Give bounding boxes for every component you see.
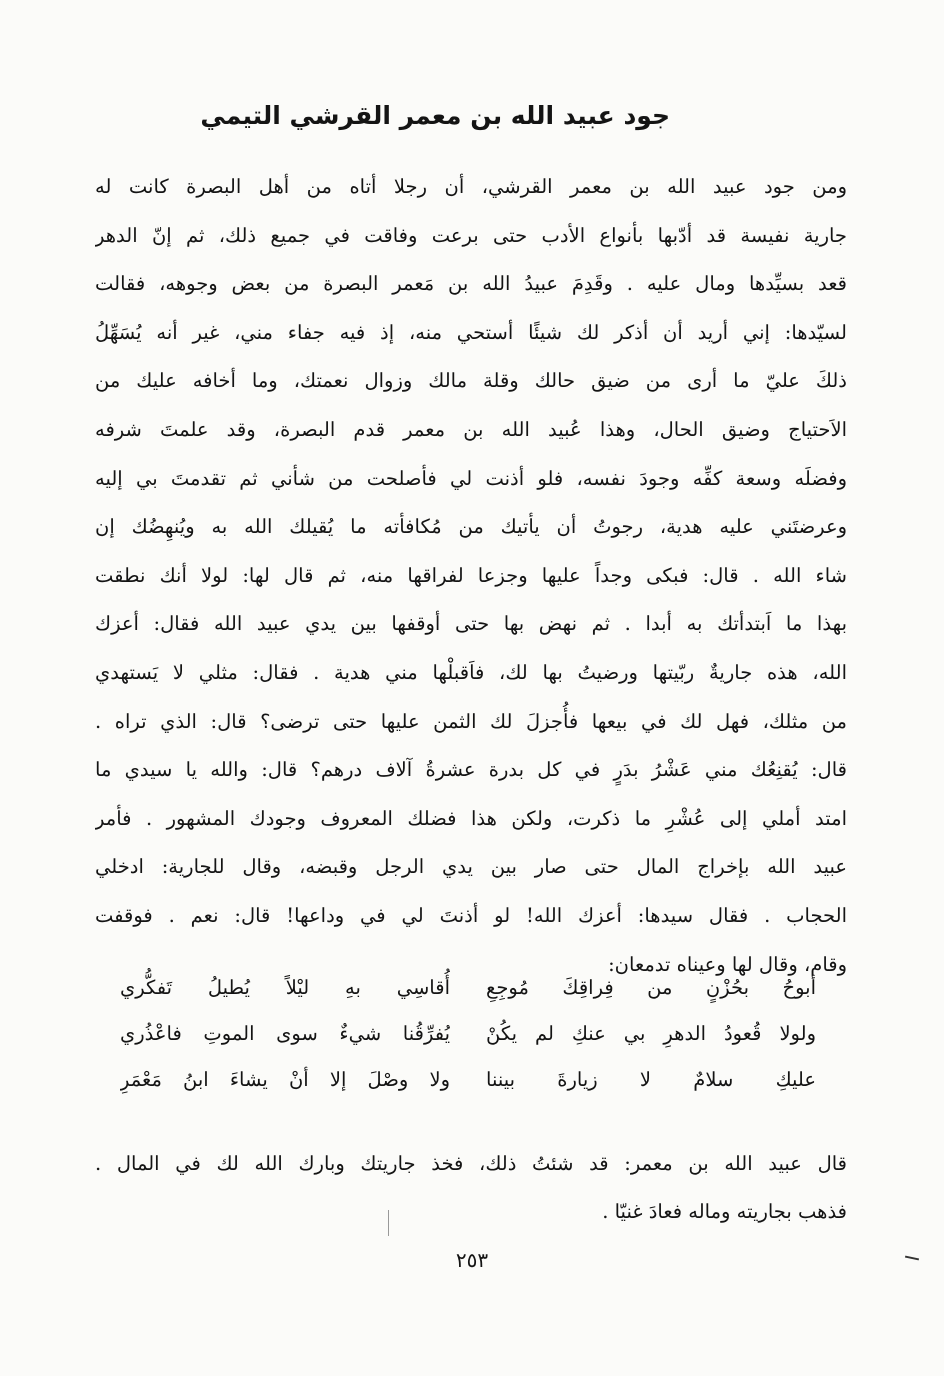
paragraph-line: ومن جود عبيد الله بن معمر القرشي، أن رجلا أتاه من أهل البصرة كانت له <box>95 175 847 198</box>
paragraph-line: قعد بسيِّدها ومال عليه . وقَدِمَ عبيدُ الله بن مَعمر البصرة من بعض وجوهه، فقالت <box>95 272 847 296</box>
paragraph-line: ذلكَ عليّ ما أرى من ضيق حالك وقلة مالك وزوال نعمتك، وما أخافه عليك من <box>95 369 847 393</box>
poem-first-hemistich: عليكِ سلامٌ لا زيارةَ بيننا <box>486 1068 816 1091</box>
paragraph-line: قال: يُقنِعُك مني عَشْرُ بدَرٍ في كل بدرة عشرةُ آلاف درهم؟ قال: والله يا سيدي ما <box>95 758 847 782</box>
closing-line: فذهب بجاريته وماله فعادَ غنيّا . <box>602 1200 847 1223</box>
closing-paragraph <box>95 1140 847 1236</box>
paragraph-line: وفضلَه وسعة كفِّه وجودَ نفسه، فلو أذنت لي فأصلحت من شأني ثم تقدمتَ بي إليه <box>95 466 847 490</box>
poem <box>120 965 816 1103</box>
paragraph-line: لسيّدها: إني أريد أن أذكر لك شيئًا أستحي منه، إذ فيه جفاء مني، غير أنه يُسَهِّلُ <box>95 320 847 344</box>
paragraph-line: وعرضتَني عليه هدية، رجوتُ أن يأتيك من مُكافأته ما يُقيلك الله به ويُنهِضُك إن <box>95 515 847 539</box>
paragraph-line: عبيد الله بإخراج المال حتى صار بين يدي الرجل وقبضه، وقال للجارية: ادخلي <box>95 855 847 879</box>
paragraph-line: الله، هذه جاريةٌ ربّيتها ورضيتُ بها لك، فاَقبلْها مني هدية . فقال: مثلي لا يَستهدي <box>95 660 847 684</box>
poem-first-hemistich: ولولا قُعودُ الدهرِ بي عنكِ لم يكُنْ <box>486 1022 816 1045</box>
main-paragraph <box>95 163 847 989</box>
poem-second-hemistich: أُقاسِي بهِ ليْلاً يُطيلُ تَفكُّري <box>120 976 450 999</box>
scan-mark <box>905 1256 919 1261</box>
poem-verse <box>120 1057 816 1103</box>
closing-line: قال عبيد الله بن معمر: قد شئتُ ذلك، فخذ جاريتك وبارك الله لك في المال . <box>95 1152 847 1175</box>
paragraph-line: وقام، وقال لها وعيناه تدمعان: <box>608 952 847 976</box>
paragraph-line: من مثلك، فهل لك في بيعها فأُجزلَ لك الثمن عليها حتى ترضى؟ قال: الذي تراه . <box>95 709 847 733</box>
paragraph-line: جارية نفيسة قد أدّبها بأنواع الأدب حتى برعت وفاقت في جميع ذلك، ثم إنّ الدهر <box>95 223 847 247</box>
page-title: جود عبيد الله بن معمر القرشي التيمي <box>200 101 670 130</box>
poem-second-hemistich: يُفرِّقُنا شيءٌ سوى الموتِ فاعْذُري <box>120 1022 450 1045</box>
paragraph-line: شاء الله . قال: فبكى وجداً عليها وجزعا لفراقها منه، ثم قال لها: لولا أنك نطقت <box>95 563 847 587</box>
poem-verse <box>120 1011 816 1057</box>
paragraph-line: بهذا ما اَبتدأتك به أبدا . ثم نهض بها حتى أوقفها بين يدي عبيد الله فقال: أعزك <box>95 612 847 636</box>
poem-second-hemistich: ولا وصْلَ إلا أنْ يشاءَ ابنُ مَعْمَرِ <box>120 1068 450 1091</box>
poem-verse <box>120 965 816 1011</box>
page-number: ٢٥٣ <box>455 1248 489 1272</box>
scan-mark <box>388 1210 389 1236</box>
paragraph-line: الاَحتياج وضيق الحال، وهذا عُبيد الله بن معمر قدم البصرة، وقد علمتَ شرفه <box>95 417 847 441</box>
paragraph-line: امتد أملي إلى عُشْرِ ما ذكرت، ولكن هذا فضلك المعروف وجودك المشهور . فأمر <box>95 806 847 830</box>
paragraph-line: الحجاب . فقال سيدها: أعزك الله! لو أذنتَ لي في وداعها! قال: نعم . فوقفت <box>95 903 847 927</box>
poem-first-hemistich: أبوحُ بحُزْنٍ من فِراقِكَ مُوجِعِ <box>486 976 816 999</box>
